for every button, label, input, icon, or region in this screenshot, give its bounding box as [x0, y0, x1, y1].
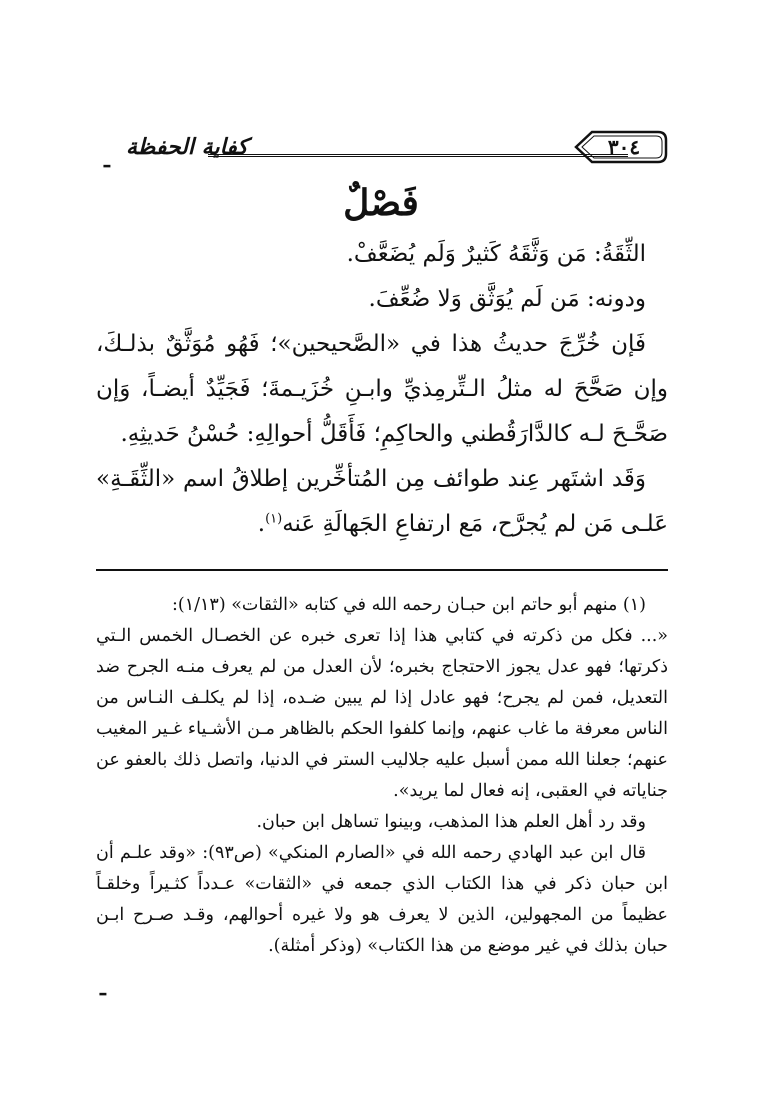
end-mark: ـ: [100, 976, 106, 1000]
book-title: كفاية الحفظة: [126, 134, 248, 160]
paragraph-grades: فَإن خُرِّجَ حديثُ هذا في «الصَّحيحين»؛ فَهُو مُوَثَّقٌ بذلـكَ، وإن صَحَّحَ له مثلُ الـتِّرمِذيِّ وابـنِ خُزَيـمةَ؛ فَجَيِّدٌ أيضـاً، وَإن صَحَّـحَ لـه كالدَّارَقُطني والحاكِمِ؛ فَأَقَلُّ أحوالِهِ: حُسْنُ حَديثِهِ.: [96, 331, 668, 447]
header-dash: ـ: [104, 148, 110, 172]
footnote-reference: (١): [265, 511, 283, 527]
footnote-quote: «... فكل من ذكرته في كتابي هذا إذا تعرى خبره عن الخصـال الخمس الـتي ذكرتها؛ فهو عدل يجوز الاحتجاج بخبره؛ لأن العدل من لم يعرف منـه الجرح ضد التعديل، فمن لم يجرح؛ فهو عادل إذا لم يبين ضـده، إذا لم يكلـف النـاس من الناس معرفة ما غاب عنهم، وإنما كلفوا الحكم بالظاهر مـن الأشـياء غـير المغيب عنهم؛ جعلنا الله ممن أسبل عليه جلاليب الستر في الدنيا، واتصل ذلك بالعفو عن جناياته في العقبى، إنه فعال لما يريد».: [96, 626, 668, 801]
paragraph-later-scholars: [96, 457, 668, 547]
header-rule: [208, 154, 628, 159]
paragraph-definition: الثِّقَةُ: مَن وَثَّقَهُ كَثيرٌ وَلَم يُضَعَّفْ.: [346, 241, 646, 267]
footnote-line: (١) منهم أبو حاتم ابن حبـان رحمه الله في كتابه «الثقات» (١/١٣):: [171, 595, 646, 615]
section-heading: فَصْلٌ: [343, 182, 419, 224]
paragraph-later-scholars-text: وَقَد اشتَهر عِند طوائف مِن المُتأخِّرين إطلاقُ اسم «الثِّقَـةِ» عَلـى مَن لم يُجرَّح، مَع ارتفاعِ الجَهالَةِ عَنه: [96, 466, 668, 537]
paragraph-end-period: .: [257, 511, 266, 537]
page-number-badge: [572, 128, 668, 166]
paragraph-below: ودونه: مَن لَم يُوَثَّق وَلا ضُعِّفَ.: [368, 286, 646, 312]
footnote-separator: [96, 569, 668, 571]
footnote-quote: قال ابن عبد الهادي رحمه الله في «الصارم المنكي» (ص٩٣): «وقد علـم أن ابن حبان ذكر في هذا الكتاب الذي جمعه في «الثقات» عـدداً كثـيراً وخلقـاً عظيماً من المجهولين، الذين لا يعرف هو ولا غيره أحوالهم، وقـد صـرح ابـن حبان بذلك في غير موضع من هذا الكتاب» (وذكر أمثلة).: [96, 843, 668, 956]
main-text: [96, 232, 668, 547]
page-header: [96, 128, 668, 172]
footnotes: [96, 590, 668, 962]
page-number: ٣٠٤: [607, 135, 641, 159]
footnote-line: وقد رد أهل العلم هذا المذهب، وبينوا تساهل ابن حبان.: [256, 812, 646, 832]
